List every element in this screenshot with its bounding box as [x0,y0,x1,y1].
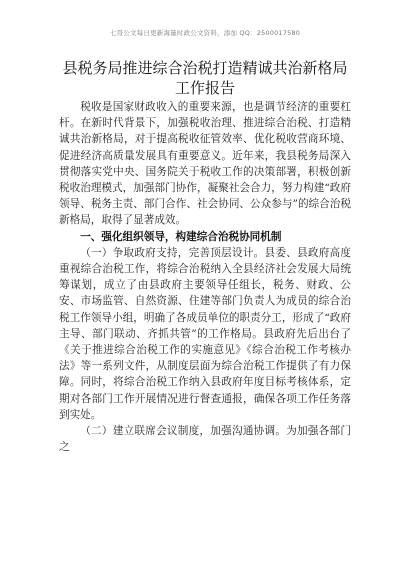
header-note: 七哥公文每日更新海量时政公文资料，添加 QQ：2500017580 [109,29,301,37]
intro-paragraph: 税收是国家财政收入的重要来源，也是调节经济的重要杠杆。在新时代背景下，加强税收治理、推进综合治税、打造精诚共治新格局，对于提高税收征管效率、优化税收营商环境、促进经济高质量发展具有重要意义。近年来，我县税务局深入贯彻落实党中央、国务院关于税收工作的决策部署，积极创新税收治理模式，加强部门协作，凝聚社会合力，努力构建“政府领导、税务主责、部门合作、社会协同、公众参与”的综合治税新格局，取得了显著成效。 [59,101,351,227]
section-heading: 一、强化组织领导，构建综合治税协同机制 [80,230,282,243]
document-body [59,99,351,455]
document-title: 县税务局推进综合治税打造精诚共治新格局工作报告 [62,59,348,97]
section-paragraph: （二）建立联席会议制度，加强沟通协调。为加强各部门之 [59,425,351,454]
section-paragraph: （一）争取政府支持，完善顶层设计。县委、县政府高度重视综合治税工作，将综合治税纳入全县经济社会发展大局统筹谋划，成立了由县政府主要领导任组长，税务、财政、公安、市场监管、自然资源、住建等部门负责人为成员的综合治税工作领导小组，明确了各成员单位的职责分工，形成了“政府主导、部门联动、齐抓共管”的工作格局。县政府先后出台了《关于推进综合治税工作的实施意见》《综合治税工作考核办法》等一系列文件，从制度层面为综合治税工作提供了有力保障。同时，将综合治税工作纳入县政府年度目标考核体系，定期对各部门工作开展情况进行督查通报，确保各项工作任务落到实处。 [59,246,351,421]
